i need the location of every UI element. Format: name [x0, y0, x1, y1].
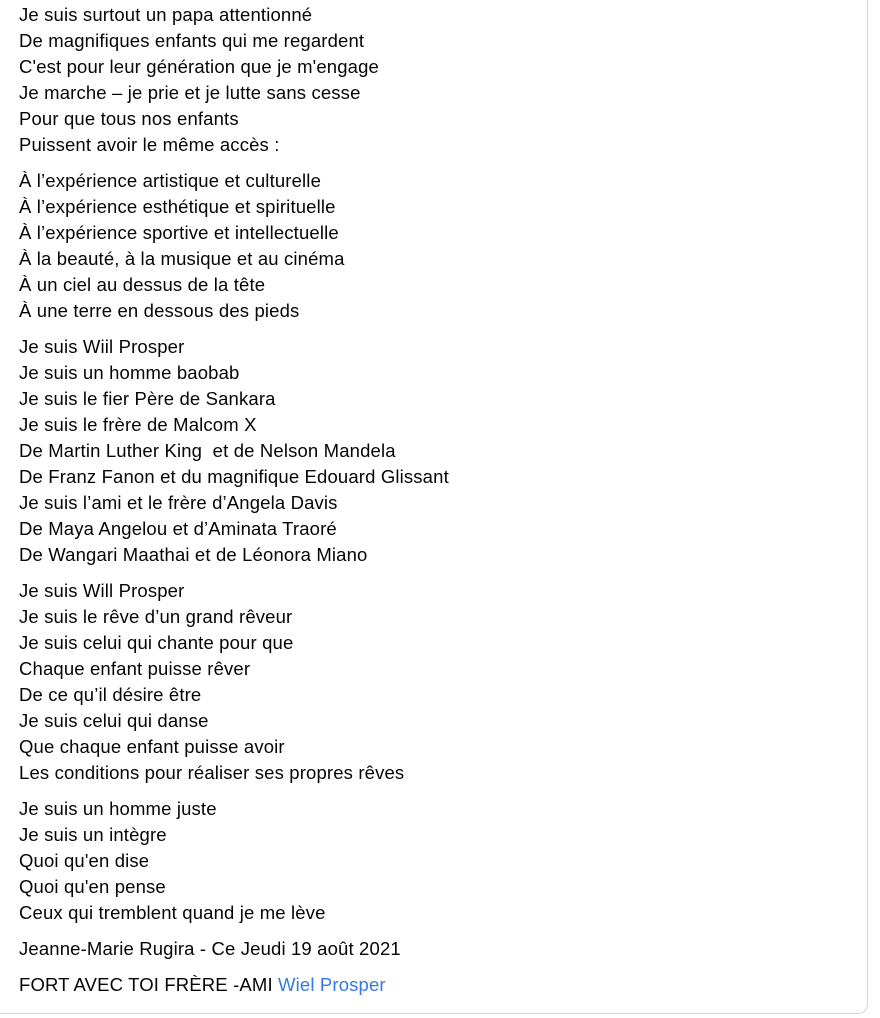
poem-line: Je suis le frère de Malcom X	[19, 414, 257, 435]
poem-line: Les conditions pour réaliser ses propres rêves	[19, 762, 405, 783]
poem-line: Je suis un intègre	[19, 824, 167, 845]
poem-line: Pour que tous nos enfants	[19, 108, 239, 129]
post-text	[19, 2, 859, 1008]
poem	[19, 2, 859, 926]
poem-line: De magnifiques enfants qui me regardent	[19, 30, 365, 51]
poem-line: À la beauté, à la musique et au cinéma	[19, 248, 345, 269]
closing-text: FORT AVEC TOI FRÈRE -AMI	[19, 974, 279, 995]
poem-line: À l’expérience esthétique et spirituelle	[19, 196, 336, 217]
poem-line: À l’expérience sportive et intellectuelle	[19, 222, 339, 243]
mention-link[interactable]: Wiel Prosper	[278, 974, 386, 995]
poem-line: Je suis un homme baobab	[19, 362, 240, 383]
poem-line: De Wangari Maathai et de Léonora Miano	[19, 544, 368, 565]
poem-line: Je suis l’ami et le frère d’Angela Davis	[19, 492, 338, 513]
poem-line: Je suis Wiil Prosper	[19, 336, 185, 357]
signature-text: Jeanne-Marie Rugira - Ce Jeudi 19 août 2021	[19, 938, 401, 959]
signature-paragraph	[19, 936, 859, 962]
poem-line: Ceux qui tremblent quand je me lève	[19, 902, 326, 923]
poem-stanza	[19, 168, 859, 324]
poem-line: À une terre en dessous des pieds	[19, 300, 300, 321]
poem-line: Je suis Will Prosper	[19, 580, 185, 601]
poem-line: Je suis surtout un papa attentionné	[19, 4, 313, 25]
poem-stanza	[19, 2, 859, 158]
poem-line: Chaque enfant puisse rêver	[19, 658, 251, 679]
poem-stanza	[19, 334, 859, 568]
poem-line: Je suis celui qui danse	[19, 710, 209, 731]
poem-stanza	[19, 578, 859, 786]
poem-line: Quoi qu'en dise	[19, 850, 150, 871]
poem-line: Je suis le rêve d’un grand rêveur	[19, 606, 293, 627]
poem-line: De Franz Fanon et du magnifique Edouard Glissant	[19, 466, 449, 487]
poem-line: De ce qu’il désire être	[19, 684, 202, 705]
poem-line: C'est pour leur génération que je m'engage	[19, 56, 379, 77]
poem-line: Je suis celui qui chante pour que	[19, 632, 294, 653]
poem-line: À l’expérience artistique et culturelle	[19, 170, 322, 191]
poem-line: Quoi qu'en pense	[19, 876, 166, 897]
poem-stanza	[19, 796, 859, 926]
poem-line: Que chaque enfant puisse avoir	[19, 736, 285, 757]
closing-paragraph	[19, 972, 859, 998]
poem-line: Puissent avoir le même accès :	[19, 134, 280, 155]
poem-line: Je suis un homme juste	[19, 798, 217, 819]
poem-line: De Maya Angelou et d’Aminata Traoré	[19, 518, 337, 539]
poem-line: À un ciel au dessus de la tête	[19, 274, 266, 295]
poem-line: Je suis le fier Père de Sankara	[19, 388, 276, 409]
poem-line: Je marche – je prie et je lutte sans cesse	[19, 82, 361, 103]
poem-line: De Martin Luther King et de Nelson Mandela	[19, 440, 396, 461]
